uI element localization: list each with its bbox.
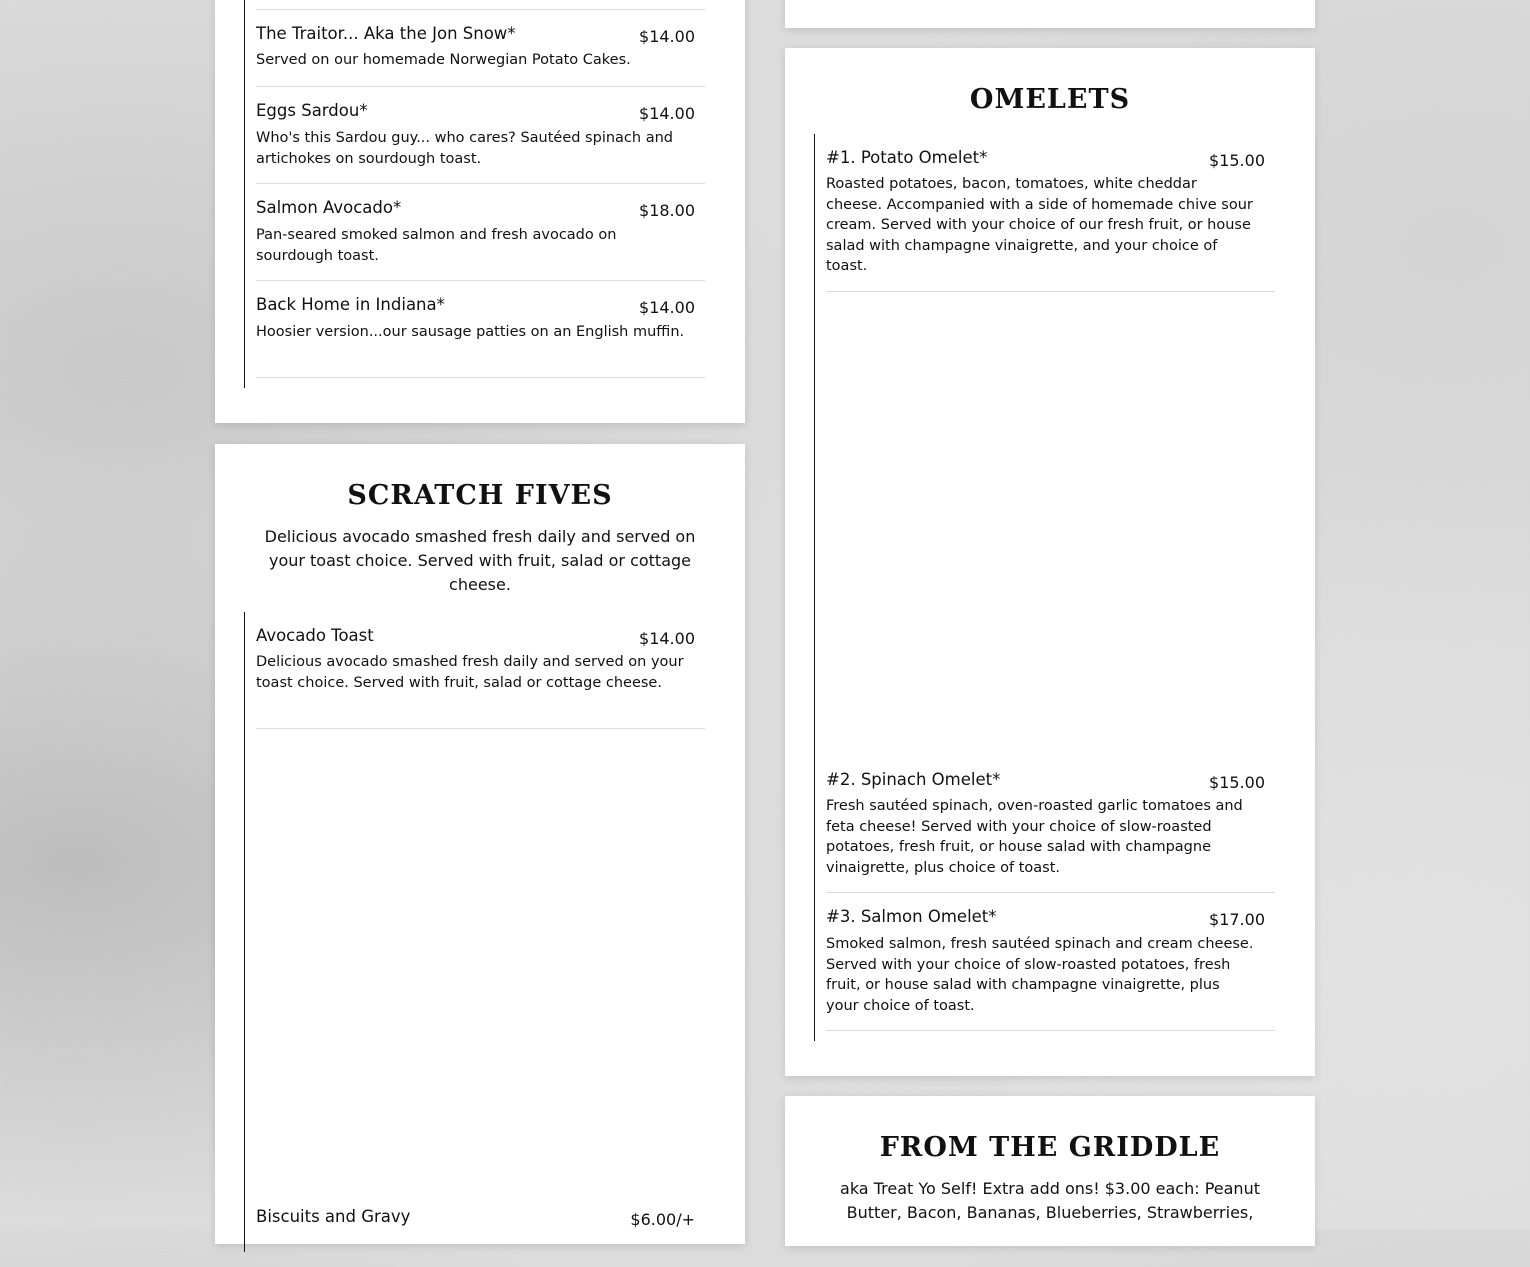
menu-item-price: $18.00 [639, 201, 695, 220]
menu-card-left-top [215, 0, 745, 423]
divider [256, 9, 705, 10]
menu-item-name: Eggs Sardou* [256, 101, 368, 120]
menu-item-name: Avocado Toast [256, 626, 374, 645]
menu-item[interactable] [256, 1207, 705, 1267]
menu-item-price: $14.00 [639, 629, 695, 648]
menu-item-price: $15.00 [1209, 773, 1265, 792]
menu-item-description: Hoosier version...our sausage patties on an English muffin. [256, 324, 685, 340]
menu-item[interactable] [256, 295, 705, 378]
menu-item-price: $14.00 [639, 27, 695, 46]
menu-card-right-top [785, 0, 1315, 28]
section-rail [244, 612, 245, 1252]
menu-card-from-the-griddle [785, 1096, 1315, 1246]
menu-item-price: $15.00 [1209, 151, 1265, 170]
menu-item[interactable] [256, 101, 705, 184]
menu-item-name: Back Home in Indiana* [256, 295, 445, 314]
menu-item-description: Served on our homemade Norwegian Potato Cakes. [256, 52, 631, 68]
section-intro: Delicious avocado smashed fresh daily and served on your toast choice. Served with fruit, salad or cottage cheese. [264, 527, 696, 594]
menu-item[interactable] [826, 148, 1275, 292]
section-intro: aka Treat Yo Self! Extra add ons! $3.00 each: Peanut Butter, Bacon, Bananas, Blueberries, Strawberries, [840, 1179, 1260, 1222]
menu-item[interactable] [256, 626, 705, 729]
menu-item-description: Pan-seared smoked salmon and fresh avocado on sourdough toast. [256, 227, 617, 264]
menu-item-name: Biscuits and Gravy [256, 1207, 411, 1226]
section-rail [244, 0, 245, 388]
menu-item-name: #3. Salmon Omelet* [826, 907, 997, 926]
menu-item-description: Fresh sautéed spinach, oven-roasted garlic tomatoes and feta cheese! Served with your choice of slow-roasted potatoes, fresh fruit, or house salad with champagne vinaigrette, plus choice of toast. [826, 798, 1243, 876]
menu-item-price: $14.00 [639, 298, 695, 317]
menu-item-price: $14.00 [639, 104, 695, 123]
section-title: OMELETS [969, 84, 1131, 115]
menu-item[interactable] [256, 198, 705, 281]
menu-card-scratch-fives [215, 444, 745, 1244]
menu-item-name: The Traitor... Aka the Jon Snow* [256, 24, 516, 43]
menu-item-price: $17.00 [1209, 910, 1265, 929]
menu-item-description: Who's this Sardou guy... who cares? Sautéed spinach and artichokes on sourdough toast. [256, 130, 673, 167]
menu-item-description: Roasted potatoes, bacon, tomatoes, white cheddar cheese. Accompanied with a side of homemade chive sour cream. Served with your choice of our fresh fruit, or house salad with champagne vinaigrette, and your choice of toast. [826, 176, 1253, 274]
menu-item-description: Delicious avocado smashed fresh daily and served on your toast choice. Served with fruit, salad or cottage cheese. [256, 654, 684, 691]
section-title: SCRATCH FIVES [347, 480, 613, 511]
menu-item[interactable] [256, 24, 705, 87]
menu-item-name: #1. Potato Omelet* [826, 148, 988, 167]
menu-item[interactable] [826, 770, 1275, 893]
menu-item[interactable] [826, 907, 1275, 1031]
menu-item-description: Smoked salmon, fresh sautéed spinach and cream cheese. Served with your choice of slow-roasted potatoes, fresh fruit, or house salad with champagne vinaigrette, plus your choice of toast. [826, 936, 1254, 1014]
menu-card-omelets [785, 48, 1315, 1076]
menu-item-price: $6.00/+ [630, 1210, 695, 1229]
menu-item-name: Salmon Avocado* [256, 198, 402, 217]
section-rail [814, 134, 815, 1041]
section-title: FROM THE GRIDDLE [879, 1132, 1221, 1163]
menu-item-name: #2. Spinach Omelet* [826, 770, 1001, 789]
